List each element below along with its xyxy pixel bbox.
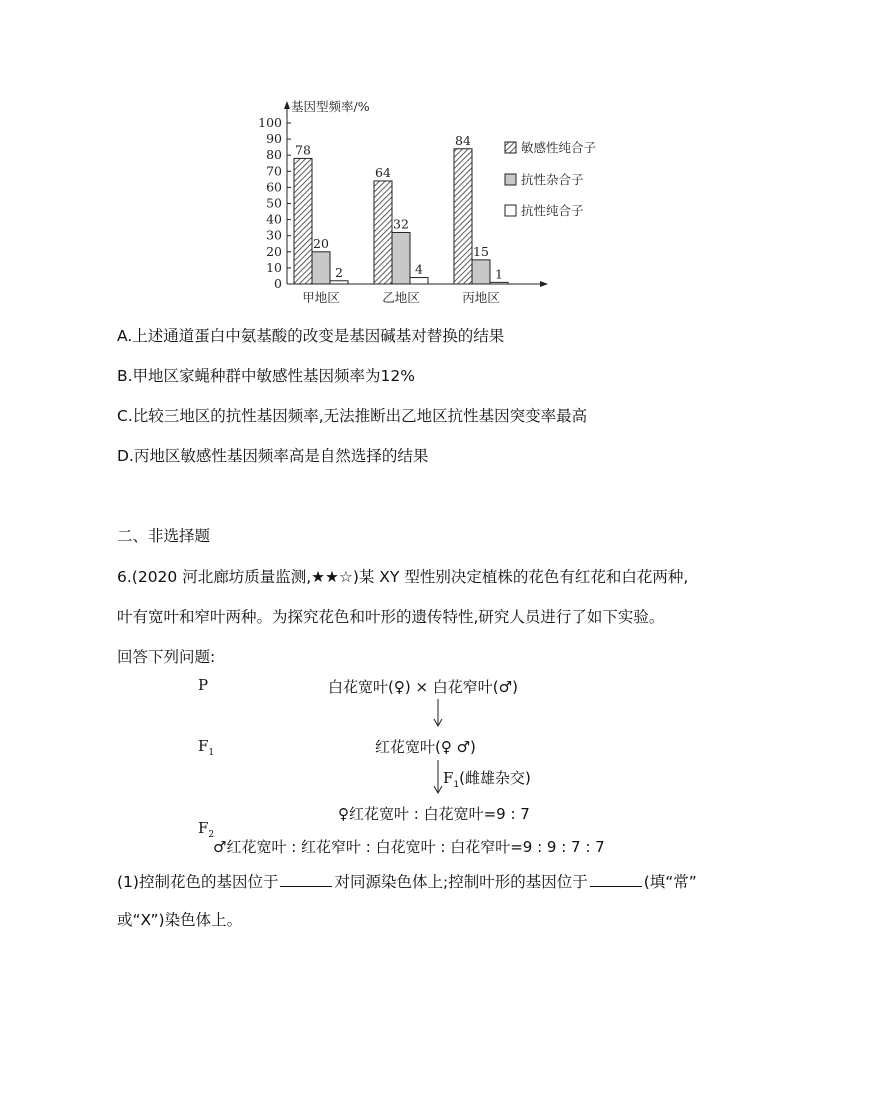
sub-question1-line2: 或“X”)染色体上。 xyxy=(117,911,243,929)
category-label: 丙地区 xyxy=(462,290,500,305)
f1-generation-label xyxy=(198,737,214,758)
f1-self-cross-note xyxy=(443,767,531,790)
y-tick-label: 70 xyxy=(266,163,282,179)
bar-value-label: 64 xyxy=(375,164,391,180)
option-a: A.上述通道蛋白中氨基酸的改变是基因碱基对替换的结果 xyxy=(117,327,505,345)
question6-prefix: 6.(2020 河北廊坊质量监测, xyxy=(117,568,312,586)
answer-blank-1[interactable] xyxy=(280,872,332,887)
f2-male-ratio: ♂红花宽叶 : 红花窄叶 : 白花宽叶 : 白花窄叶=9 : 9 : 7 : 7 xyxy=(213,838,605,856)
bar-value-label: 4 xyxy=(415,261,423,277)
genotype-frequency-bar-chart xyxy=(250,95,650,320)
sub-question1-part3: (填“常” xyxy=(643,873,697,891)
question6-line3: 回答下列问题: xyxy=(117,648,216,666)
bar xyxy=(294,158,312,284)
bar-value-label: 15 xyxy=(473,243,489,259)
y-tick-label: 80 xyxy=(266,147,282,163)
legend-swatch xyxy=(505,174,516,185)
legend-label: 抗性纯合子 xyxy=(521,203,584,218)
category-label: 乙地区 xyxy=(382,290,420,305)
question6-suffix: )某 XY 型性别决定植株的花色有红花和白花两种, xyxy=(352,568,689,586)
y-tick-label: 60 xyxy=(266,179,282,195)
answer-blank-2[interactable] xyxy=(590,872,642,887)
legend-label: 抗性杂合子 xyxy=(521,172,584,187)
x-axis-arrow xyxy=(540,281,548,287)
sub-question1-part1: (1)控制花色的基因位于 xyxy=(117,873,279,891)
p-generation-label: P xyxy=(198,676,209,694)
f1-result: 红花宽叶(♀ ♂) xyxy=(375,738,476,756)
option-b: B.甲地区家蝇种群中敏感性基因频率为12% xyxy=(117,367,416,385)
p-cross: 白花宽叶(♀) × 白花窄叶(♂) xyxy=(328,678,518,696)
bar xyxy=(490,282,508,284)
difficulty-stars-icon: ★★☆ xyxy=(311,568,353,586)
y-axis-arrow xyxy=(284,101,290,109)
y-tick-label: 50 xyxy=(266,195,282,211)
sub-question1-part2: 对同源染色体上;控制叶形的基因位于 xyxy=(334,873,588,891)
legend-label: 敏感性纯合子 xyxy=(521,140,597,155)
bar-value-label: 20 xyxy=(313,235,329,251)
option-d: D.丙地区敏感性基因频率高是自然选择的结果 xyxy=(117,447,429,465)
arrow-down-icon xyxy=(432,699,444,727)
bar xyxy=(410,278,428,284)
y-tick-label: 20 xyxy=(266,243,282,259)
legend-swatch xyxy=(505,205,516,216)
y-axis-label: 基因型频率/% xyxy=(291,99,370,114)
f1-label-letter: F xyxy=(198,737,209,755)
y-tick-label: 90 xyxy=(266,131,282,147)
y-tick-label: 100 xyxy=(258,115,282,130)
f2-generation-label xyxy=(198,819,214,840)
bar-value-label: 2 xyxy=(335,264,343,280)
sub-question1-line1 xyxy=(117,870,697,892)
question6-line2: 叶有宽叶和窄叶两种。为探究花色和叶形的遗传特性,研究人员进行了如下实验。 xyxy=(117,608,665,626)
f1-label-sub: 1 xyxy=(208,748,215,758)
bar xyxy=(330,281,348,284)
section-title: 二、非选择题 xyxy=(117,527,211,545)
bar xyxy=(374,181,392,284)
y-tick-label: 40 xyxy=(266,211,282,227)
bar-value-label: 78 xyxy=(295,142,311,158)
category-label: 甲地区 xyxy=(302,290,340,305)
question6-line1 xyxy=(117,565,688,587)
bar-value-label: 84 xyxy=(455,132,471,148)
y-tick-label: 30 xyxy=(266,227,282,243)
legend-swatch xyxy=(505,142,516,153)
bar xyxy=(312,252,330,284)
bar xyxy=(472,260,490,284)
f2-label-sub: 2 xyxy=(208,830,215,840)
f2-label-letter: F xyxy=(198,819,209,837)
bar-value-label: 1 xyxy=(495,266,503,282)
f1-note-sub: 1 xyxy=(453,780,460,790)
bar xyxy=(392,232,410,284)
bar-value-label: 32 xyxy=(393,216,409,232)
f2-female-ratio: ♀红花宽叶 : 白花宽叶=9 : 7 xyxy=(338,805,530,823)
option-c: C.比较三地区的抗性基因频率,无法推断出乙地区抗性基因突变率最高 xyxy=(117,407,588,425)
f1-note-text: (雌雄杂交) xyxy=(459,769,531,787)
y-tick-label: 10 xyxy=(266,259,282,275)
f1-note-letter: F xyxy=(443,769,454,787)
y-tick-label: 0 xyxy=(274,276,282,291)
bar xyxy=(454,149,472,284)
